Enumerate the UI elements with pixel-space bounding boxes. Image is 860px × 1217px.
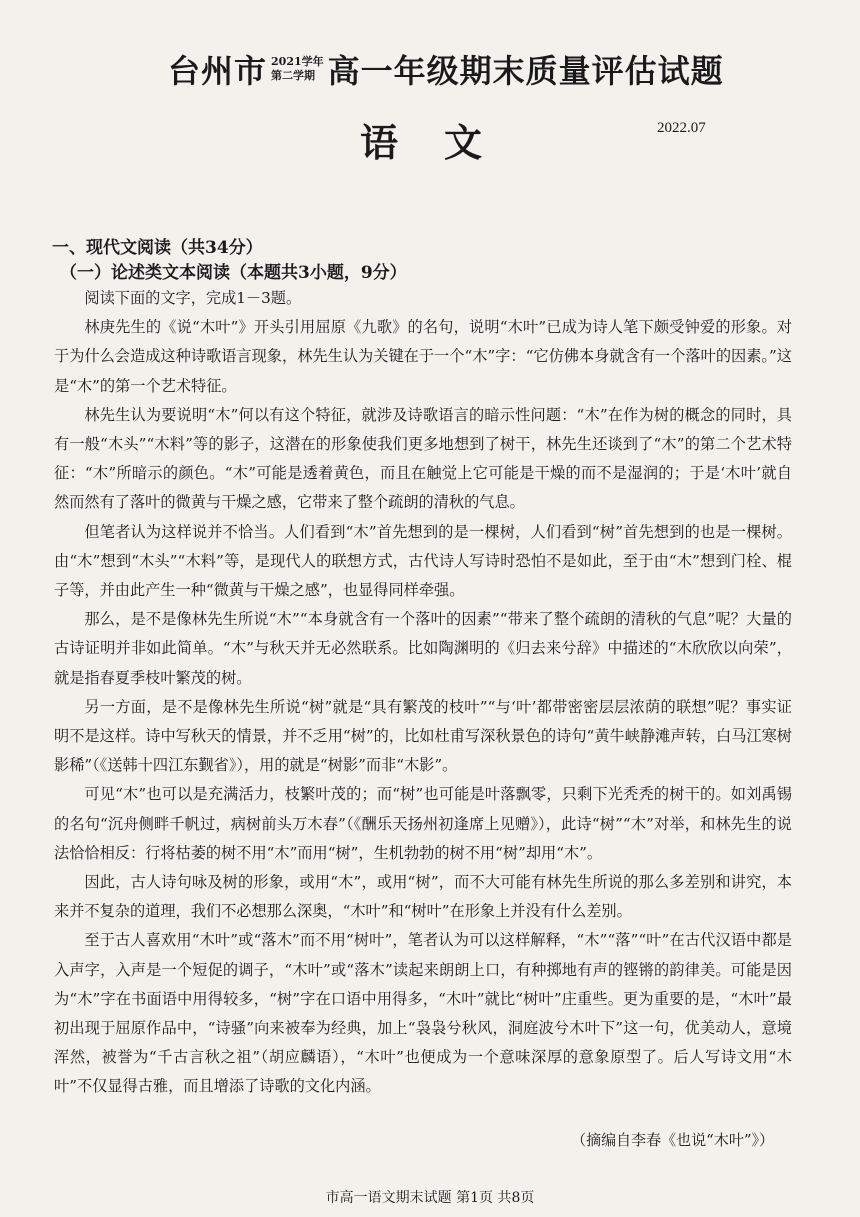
- passage-paragraph: 那么，是不是像林先生所说“木”“本身就含有一个落叶的因素”“带来了整个疏朗的清秋的气息”呢？大量的古诗证明并非如此简单。“木”与秋天并无必然联系。比如陶渊明的《归去来兮辞》中描述的“木欣欣以向荣”，就是指春夏季枝叶繁茂的树。: [54, 610, 792, 687]
- school-year: 2021学年: [271, 55, 324, 68]
- passage-paragraph: 至于古人喜欢用“木叶”或“落木”而不用“树叶”，笔者认为可以这样解释，“木”“落”“叶”在古代汉语中都是入声字，入声是一个短促的调子，“木叶”或“落木”读起来朗朗上口，有种掷地有声的铿锵的韵律美。可能是因为“木”字在书面语中用得较多，“树”字在口语中用得多，“木叶”就比“树叶”庄重些。更为重要的是，“木叶”最初出现于屈原作品中，“诗骚”向来被奉为经典，加上“袅袅兮秋风，洞庭波兮木叶下”这一句，优美动人，意境浑然，被誉为“千古言秋之祖”（胡应麟语），“木叶”也便成为一个意味深厚的意象原型了。后人写诗文用“木叶”不仅显得古雅，而且增添了诗歌的文化内涵。: [54, 931, 792, 1096]
- subsection-heading: （一）论述类文本阅读（本题共3小题，9分）: [60, 263, 407, 283]
- exam-date: 2022.07: [657, 120, 706, 136]
- city-name: 台州市: [168, 52, 268, 90]
- section-heading: 一、现代文阅读（共34分）: [52, 238, 263, 258]
- term-label: [271, 55, 324, 83]
- reading-passage: [54, 284, 792, 1102]
- passage-paragraph: 可见“木”也可以是充满活力，枝繁叶茂的；而“树”也可能是叶落飘零，只剩下光秃秃的树干的。如刘禹锡的名句“沉舟侧畔千帆过，病树前头万木春”（《酬乐天扬州初逢席上见赠》），此诗“树”“木”对举，和林先生的说法恰恰相反：行将枯萎的树不用“木”而用“树”，生机勃勃的树不用“树”却用“木”。: [54, 785, 792, 862]
- semester: 第二学期: [271, 69, 316, 82]
- passage-paragraph: 林先生认为要说明“木”何以有这个特征，就涉及诗歌语言的暗示性问题：“木”在作为树的概念的同时，具有一般“木头”“木料”等的影子，这潜在的形象使我们更多地想到了树干，林先生还谈到了“木”的第二个艺术特征：“木”所暗示的颜色。“木”可能是透着黄色，而且在触觉上它可能是干燥的而不是湿润的；于是‘木叶’就自然而然有了落叶的微黄与干燥之感，它带来了整个疏朗的清秋的气息。: [54, 405, 792, 512]
- passage-paragraph: 但笔者认为这样说并不恰当。人们看到“木”首先想到的是一棵树，人们看到“树”首先想到的也是一棵树。由“木”想到“木头”“木料”等，是现代人的联想方式，古代诗人写诗时恐怕不是如此，至于由“木”想到门栓、棍子等，并由此产生一种“微黄与干燥之感”，也显得同样牵强。: [54, 522, 792, 600]
- passage-paragraph: 另一方面，是不是像林先生所说“树”就是“具有繁茂的枝叶”“与‘叶’都带密密层层浓荫的联想”呢？事实证明不是这样。诗中写秋天的情景，并不乏用“树”的，比如杜甫写深秋景色的诗句“黄牛峡静滩声转，白马江寒树影稀”（《送韩十四江东觐省》），用的就是“树影”而非“木影”。: [54, 697, 792, 775]
- instruction-paragraph: 阅读下面的文字，完成1－3题。: [84, 289, 302, 307]
- page-footer: 市高一语文期末试题 第1页 共8页: [325, 1190, 535, 1206]
- passage-paragraph: 林庚先生的《说“木叶”》开头引用屈原《九歌》的名句，说明“木叶”已成为诗人笔下颇受钟爱的形象。对于为什么会造成这种诗歌语言现象，林先生认为关键在于一个“木”字：“它仿佛本身就含有一个落叶的因素。”这是“木”的第一个艺术特征。: [54, 318, 792, 395]
- exam-title-row: [168, 46, 724, 92]
- exam-title: 高一年级期末质量评估试题: [327, 52, 724, 90]
- passage-paragraph: 因此，古人诗句咏及树的形象，或用“木”，或用“树”，而不大可能有林先生所说的那么多差别和讲究，本来并不复杂的道理，我们不必想那么深奥，“木叶”和“树叶”在形象上并没有什么差别。: [54, 873, 792, 921]
- subject-title: 语文: [360, 120, 529, 165]
- source-citation: （摘编自李春《也说“木叶”》）: [571, 1131, 774, 1149]
